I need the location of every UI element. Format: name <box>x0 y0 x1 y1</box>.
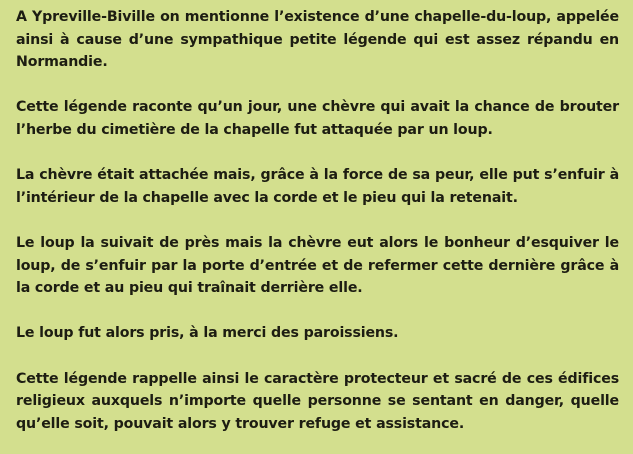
paragraph-goat-escape: La chèvre était attachée mais, grâce à la force de sa peur, elle put s’enfuir à l’intérieur de la chapelle avec la corde et le pieu qui la retenait. <box>16 167 619 206</box>
paragraph-wolf-trapped-door: Le loup la suivait de près mais la chèvre eut alors le bonheur d’esquiver le loup, de s’enfuir par la porte d’entrée et de refermer cette dernière grâce à la corde et au pieu qui traînait derrière elle. <box>16 234 619 297</box>
paragraph-conclusion: Cette légende rappelle ainsi le caractère protecteur et sacré de ces édifices religieux auxquels n’importe quelle personne se sentant en danger, quelle qu’elle soit, pouvait alors y trouver refuge et assistance. <box>16 370 619 432</box>
paragraph-goat-attack: Cette légende raconte qu’un jour, une chèvre qui avait la chance de brouter l’herbe du cimetière de la chapelle fut attaquée par un loup. <box>16 99 619 138</box>
paragraph-intro: A Ypreville-Biville on mentionne l’existence d’une chapelle-du-loup, appelée ainsi à cause d’une sympathique petite légende qui est assez répandu en Normandie. <box>16 9 619 71</box>
paragraph-wolf-caught: Le loup fut alors pris, à la merci des paroissiens. <box>16 325 399 342</box>
